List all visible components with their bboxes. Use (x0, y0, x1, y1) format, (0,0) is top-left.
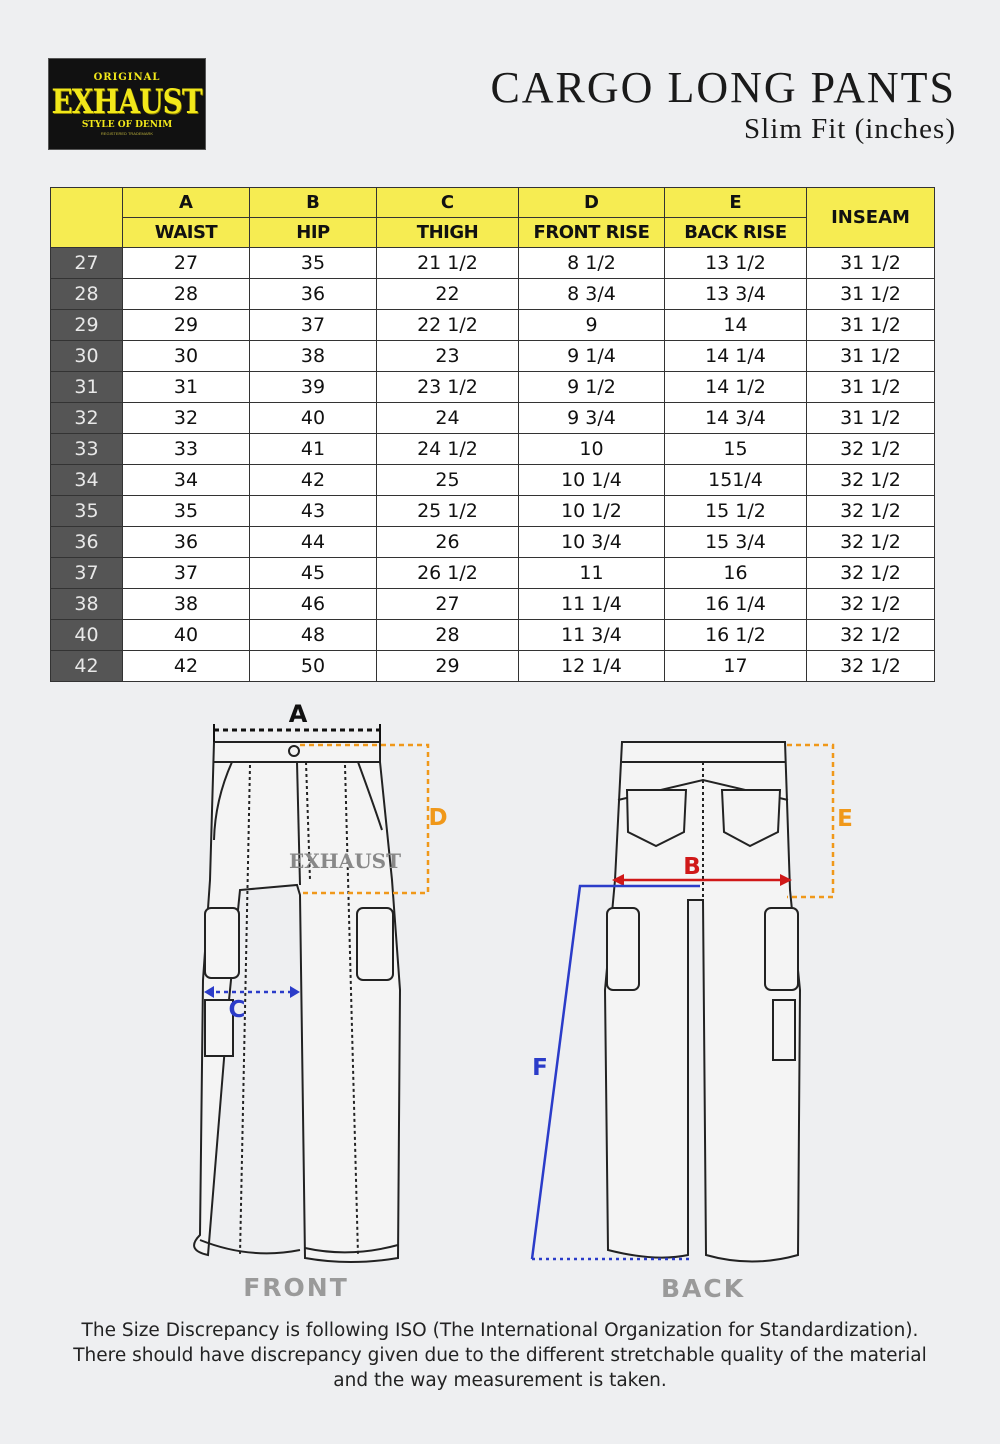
table-cell: 15 3/4 (665, 527, 807, 558)
size-label-cell: 28 (51, 279, 123, 310)
size-label-cell: 31 (51, 372, 123, 403)
measure-e (787, 745, 833, 897)
table-cell: 16 1/2 (665, 620, 807, 651)
marker-c: C (228, 997, 246, 1023)
table-cell: 14 1/2 (665, 372, 807, 403)
table-cell: 31 1/2 (807, 248, 935, 279)
page-subtitle: Slim Fit (inches) (744, 113, 956, 145)
front-cargo-pocket-left (205, 908, 239, 978)
column-header-thigh: THIGH (377, 218, 519, 248)
table-cell: 31 1/2 (807, 341, 935, 372)
column-header-hip: HIP (250, 218, 377, 248)
logo-tagline: STYLE OF DENIM (81, 119, 173, 130)
marker-d: D (428, 805, 448, 831)
table-cell: 35 (123, 496, 250, 527)
table-cell: 33 (123, 434, 250, 465)
table-cell: 32 1/2 (807, 589, 935, 620)
marker-e: E (837, 806, 853, 832)
table-cell: 21 1/2 (377, 248, 519, 279)
table-cell: 35 (250, 248, 377, 279)
table-row (51, 651, 935, 682)
table-cell: 26 (377, 527, 519, 558)
table-cell: 50 (250, 651, 377, 682)
back-cargo-pocket-left (607, 908, 639, 990)
front-logo-text: EXHAUST (289, 849, 401, 873)
table-cell: 8 3/4 (519, 279, 665, 310)
table-cell: 32 1/2 (807, 465, 935, 496)
column-letter: D (519, 188, 665, 218)
table-cell: 25 (377, 465, 519, 496)
table-row (51, 372, 935, 403)
table-cell: 23 1/2 (377, 372, 519, 403)
table-corner (51, 188, 123, 248)
table-cell: 30 (123, 341, 250, 372)
front-cargo-pocket-right (357, 908, 393, 980)
back-pants-drawing (605, 742, 800, 1262)
logo-fine-print: REGISTERED TRADEMARK (100, 130, 154, 136)
table-cell: 13 3/4 (665, 279, 807, 310)
table-cell: 24 (377, 403, 519, 434)
page-title: CARGO LONG PANTS (490, 63, 956, 112)
table-cell: 16 (665, 558, 807, 589)
table-cell: 31 1/2 (807, 279, 935, 310)
pants-diagram (0, 690, 1000, 1330)
table-cell: 14 3/4 (665, 403, 807, 434)
table-cell: 31 (123, 372, 250, 403)
table-cell: 10 (519, 434, 665, 465)
table-cell: 29 (123, 310, 250, 341)
table-cell: 36 (123, 527, 250, 558)
table-cell: 46 (250, 589, 377, 620)
size-label-cell: 42 (51, 651, 123, 682)
table-row (51, 248, 935, 279)
column-header-front-rise: FRONT RISE (519, 218, 665, 248)
table-cell: 41 (250, 434, 377, 465)
note-line-3: and the way measurement is taken. (333, 1370, 667, 1391)
back-cargo-pocket-right (765, 908, 798, 990)
table-cell: 11 3/4 (519, 620, 665, 651)
size-label-cell: 40 (51, 620, 123, 651)
table-cell: 9 1/4 (519, 341, 665, 372)
marker-b: B (683, 854, 701, 880)
table-cell: 40 (123, 620, 250, 651)
size-label-cell: 33 (51, 434, 123, 465)
table-cell: 23 (377, 341, 519, 372)
table-cell: 10 1/2 (519, 496, 665, 527)
size-label-cell: 38 (51, 589, 123, 620)
table-row (51, 434, 935, 465)
table-cell: 10 3/4 (519, 527, 665, 558)
table-row (51, 465, 935, 496)
table-cell: 13 1/2 (665, 248, 807, 279)
table-cell: 38 (123, 589, 250, 620)
table-cell: 28 (377, 620, 519, 651)
table-cell: 37 (123, 558, 250, 589)
table-cell: 9 (519, 310, 665, 341)
table-cell: 43 (250, 496, 377, 527)
table-cell: 25 1/2 (377, 496, 519, 527)
marker-a: A (288, 700, 308, 728)
table-cell: 31 1/2 (807, 403, 935, 434)
table-cell: 26 1/2 (377, 558, 519, 589)
table-cell: 42 (123, 651, 250, 682)
size-label-cell: 29 (51, 310, 123, 341)
table-letter-row (51, 188, 935, 218)
table-cell: 32 1/2 (807, 527, 935, 558)
table-cell: 11 (519, 558, 665, 589)
table-cell: 8 1/2 (519, 248, 665, 279)
table-cell: 16 1/4 (665, 589, 807, 620)
table-cell: 12 1/4 (519, 651, 665, 682)
logo-original-text: ORIGINAL (93, 71, 161, 83)
table-cell: 29 (377, 651, 519, 682)
table-cell: 31 1/2 (807, 310, 935, 341)
table-cell: 151/4 (665, 465, 807, 496)
table-cell: 32 1/2 (807, 651, 935, 682)
table-cell: 44 (250, 527, 377, 558)
table-cell: 27 (123, 248, 250, 279)
table-row (51, 403, 935, 434)
size-chart-table (50, 187, 935, 682)
column-letter: B (250, 188, 377, 218)
table-row (51, 310, 935, 341)
note-line-1: The Size Discrepancy is following ISO (The International Organization for Standardization). (81, 1320, 919, 1341)
table-cell: 9 3/4 (519, 403, 665, 434)
table-cell: 32 1/2 (807, 496, 935, 527)
measure-c-arrow-right (290, 986, 300, 998)
discrepancy-note (60, 1318, 940, 1393)
table-cell: 48 (250, 620, 377, 651)
size-label-cell: 30 (51, 341, 123, 372)
front-button (289, 746, 299, 756)
table-cell: 37 (250, 310, 377, 341)
table-cell: 15 (665, 434, 807, 465)
table-row (51, 279, 935, 310)
table-cell: 45 (250, 558, 377, 589)
logo-brand-text: EXHAUST (51, 81, 203, 122)
column-header-waist: WAIST (123, 218, 250, 248)
table-cell: 22 (377, 279, 519, 310)
table-cell: 32 1/2 (807, 620, 935, 651)
size-label-cell: 37 (51, 558, 123, 589)
table-cell: 32 1/2 (807, 558, 935, 589)
table-cell: 11 1/4 (519, 589, 665, 620)
column-letter: A (123, 188, 250, 218)
table-cell: 14 1/4 (665, 341, 807, 372)
table-row (51, 527, 935, 558)
table-cell: 32 (123, 403, 250, 434)
front-pants-drawing (194, 742, 400, 1262)
column-letter: C (377, 188, 519, 218)
size-label-cell: 34 (51, 465, 123, 496)
table-cell: 32 1/2 (807, 434, 935, 465)
table-cell: 38 (250, 341, 377, 372)
table-row (51, 558, 935, 589)
table-cell: 31 1/2 (807, 372, 935, 403)
table-row (51, 620, 935, 651)
table-cell: 36 (250, 279, 377, 310)
column-letter: E (665, 188, 807, 218)
column-header-back-rise: BACK RISE (665, 218, 807, 248)
front-label: FRONT (243, 1273, 349, 1302)
table-header-row (51, 218, 935, 248)
back-label: BACK (660, 1274, 746, 1303)
table-cell: 39 (250, 372, 377, 403)
table-cell: 10 1/4 (519, 465, 665, 496)
table-cell: 27 (377, 589, 519, 620)
table-cell: 15 1/2 (665, 496, 807, 527)
table-cell: 22 1/2 (377, 310, 519, 341)
page-header (490, 64, 956, 146)
table-cell: 42 (250, 465, 377, 496)
table-cell: 14 (665, 310, 807, 341)
marker-f: F (532, 1055, 548, 1081)
note-line-2: There should have discrepancy given due to the different stretchable quality of the material (73, 1345, 927, 1366)
table-cell: 28 (123, 279, 250, 310)
column-header-inseam: INSEAM (807, 188, 935, 248)
back-cargo-pocket-right-lower (773, 1000, 795, 1060)
table-cell: 24 1/2 (377, 434, 519, 465)
table-cell: 17 (665, 651, 807, 682)
brand-logo (48, 58, 206, 150)
size-label-cell: 27 (51, 248, 123, 279)
table-row (51, 496, 935, 527)
table-cell: 34 (123, 465, 250, 496)
table-row (51, 589, 935, 620)
size-label-cell: 36 (51, 527, 123, 558)
table-cell: 40 (250, 403, 377, 434)
size-label-cell: 32 (51, 403, 123, 434)
table-cell: 9 1/2 (519, 372, 665, 403)
size-label-cell: 35 (51, 496, 123, 527)
table-row (51, 341, 935, 372)
